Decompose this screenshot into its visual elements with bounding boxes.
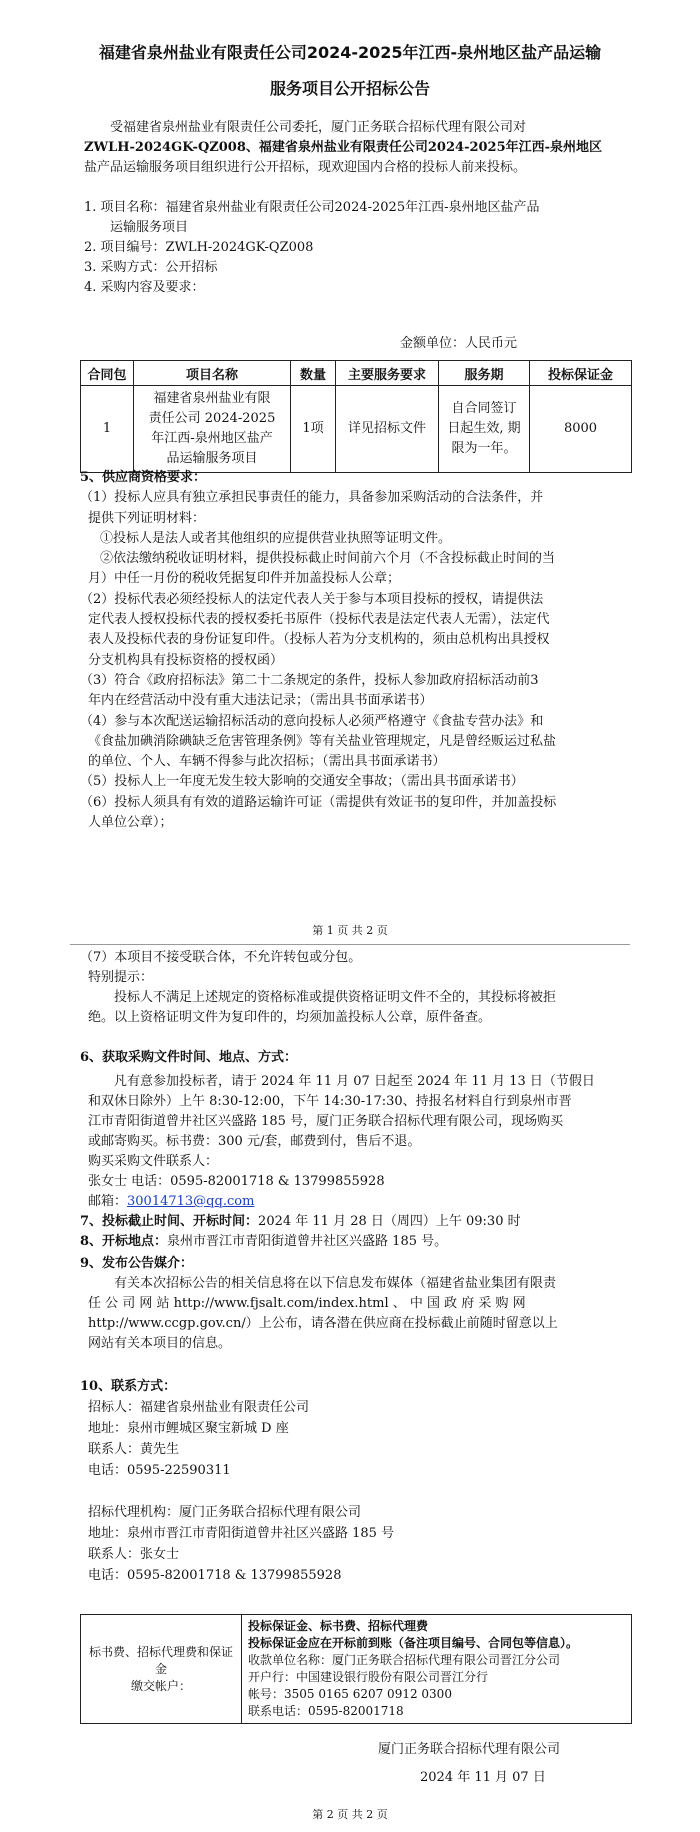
s5-line: （6）投标人须具有有效的道路运输许可证（需提供有效证书的复印件，并加盖投标: [80, 794, 557, 810]
page-number-2: 第 2 页 共 2 页: [312, 1808, 388, 1821]
header-quantity: 数量: [291, 361, 336, 386]
fee-account-table: [80, 1614, 632, 1724]
special-tip-line: 投标人不满足上述规定的资格标准或提供资格证明文件不全的，其投标将被拒: [114, 990, 557, 1005]
special-tip-line: 绝。以上资格证明文件为复印件的，均须加盖投标人公章，原件备查。: [88, 1010, 492, 1025]
agent-line: 招标代理机构：厦门正务联合招标代理有限公司: [88, 1505, 362, 1520]
header-deposit: 投标保证金: [530, 361, 632, 386]
cell-project-name: [134, 386, 291, 473]
item-procurement-method: 3. 采购方式：公开招标: [84, 260, 218, 275]
s5-line: 的单位、个人、车辆不得参与此次招标；（需出具书面承诺书）: [88, 754, 446, 770]
cell-text: 责任公司 2024-2025: [148, 411, 276, 426]
s6-line: 和双休日除外）上午 8:30-12:00，下午 14:30-17:30、持报名材料自行到泉州市晋: [88, 1094, 572, 1109]
s5-line: 年内在经营活动中没有重大违法记录；（需出具书面承诺书）: [88, 693, 433, 709]
signature-org: 厦门正务联合招标代理有限公司: [378, 1742, 561, 1757]
cell-quantity: 1项: [291, 386, 336, 473]
title-line-2: 服务项目公开招标公告: [269, 79, 430, 98]
section-8: [80, 1232, 632, 1252]
s6-line: 凡有意参加投标者，请于 2024 年 11 月 07 日起至 2024 年 11 月 13 日（节假日: [114, 1074, 595, 1089]
s5-line: （4）参与本次配送运输招标活动的意向投标人必须严格遵守《食盐专营办法》和: [80, 713, 544, 729]
s5-line: （1）投标人应具有独立承担民事责任的能力，具备参加采购活动的合法条件，并: [80, 490, 544, 506]
title-line-1: 福建省泉州盐业有限责任公司2024-2025年江西-泉州地区盐产品运输: [98, 43, 602, 62]
email-link[interactable]: 30014713@qq.com: [127, 1194, 255, 1209]
s6-line: 张女士 电话：0595-82001718 & 13799855928: [88, 1174, 385, 1189]
s9-line: 有关本次招标公告的相关信息将在以下信息发布媒体（福建省盐业集团有限责: [114, 1276, 557, 1291]
s5-line-7: （7）本项目不接受联合体，不允许转包或分包。: [80, 950, 362, 965]
section-8-label: 8、开标地点：: [80, 1234, 168, 1249]
s5-line: ①投标人是法人或者其他组织的应提供营业执照等证明文件。: [100, 530, 452, 546]
cell-text: 年江西-泉州地区盐产: [151, 431, 273, 446]
s5-line: （2）投标代表必须经投标人的法定代表人关于参与本项目投标的授权，请提供法: [80, 591, 544, 607]
table-row: [81, 1615, 632, 1724]
agent-line: 电话：0595-82001718 & 13799855928: [88, 1568, 342, 1583]
intro-line: ZWLH-2024GK-QZ008、福建省泉州盐业有限责任公司2024-2025年江西-泉州地区: [84, 140, 603, 155]
email-label: 邮箱：: [88, 1194, 128, 1209]
currency-unit: 金额单位：人民币元: [400, 336, 518, 351]
section-6: [80, 1048, 632, 1212]
section-9-heading: 9、发布公告媒介：: [80, 1256, 194, 1271]
section-7-value: 2024 年 11 月 28 日（周四）上午 09:30 时: [258, 1214, 521, 1229]
cell-text: 限为一年。: [451, 441, 517, 456]
item-procurement-content: 4. 采购内容及要求：: [84, 280, 205, 295]
cell-text: 品运输服务项目: [166, 451, 258, 466]
s5-line: 表人及投标代表的身份证复印件。（投标人若为分支机构的，须由总机构出具授权: [88, 632, 550, 648]
s5-line: （3）符合《政府招标法》第二十二条规定的条件，投标人参加政府招标活动前3: [80, 672, 539, 688]
s6-line: 江市青阳街道曾井社区兴盛路 185 号，厦门正务联合招标代理有限公司，现场购买: [88, 1114, 564, 1129]
section-6-heading: 6、获取采购文件时间、地点、方式：: [80, 1050, 298, 1065]
item-project-number: 2. 项目编号：ZWLH-2024GK-QZ008: [84, 240, 314, 255]
procurement-table: [80, 360, 632, 473]
section-5-heading: 5、供应商资格要求：: [80, 470, 207, 485]
section-10-heading: 10、联系方式：: [80, 1379, 177, 1394]
fee-line: 联系电话：0595-82001718: [248, 1704, 404, 1718]
agent-line: 地址：泉州市晋江市青阳街道曾井社区兴盛路 185 号: [88, 1526, 395, 1541]
section-5: [80, 468, 632, 833]
fee-detail-cell: [242, 1615, 632, 1724]
table-header-row: [81, 361, 632, 386]
s5-line: ②依法缴纳税收证明材料，提供投标截止时间前六个月（不含投标截止时间的当: [100, 551, 556, 567]
buyer-line: 地址：泉州市鲤城区聚宝新城 D 座: [88, 1421, 289, 1436]
section-7: [80, 1212, 632, 1232]
s9-line: http://www.ccgp.gov.cn/）上公布，请各潜在供应商在投标截止前随时留意以上: [88, 1316, 558, 1331]
section-7-label: 7、投标截止时间、开标时间：: [80, 1214, 259, 1229]
item-list: [84, 198, 624, 298]
signature-date: 2024 年 11 月 07 日: [420, 1770, 546, 1785]
fee-bold-line: 投标保证金应在开标前到账（备注项目编号、合同包等信息）。: [248, 1636, 579, 1650]
s6-line: 购买采购文件联系人：: [88, 1154, 219, 1169]
intro-paragraph: [84, 118, 624, 178]
fee-label: 标书费、招标代理费和保证金: [88, 1644, 233, 1676]
item-project-name-cont: 运输服务项目: [110, 220, 189, 235]
s5-line: 定代表人授权投标代表的授权委托书原件（投标代表是法定代表人无需），法定代: [88, 612, 550, 628]
section-5-cont: [80, 948, 632, 1028]
s5-line: 提供下列证明材料：: [88, 510, 206, 526]
header-project-name: 项目名称: [134, 361, 291, 386]
cell-text: 福建省泉州盐业有限: [153, 391, 271, 406]
s5-line: 《食盐加碘消除碘缺乏危害管理条例》等有关盐业管理规定，凡是曾经贩运过私盐: [88, 733, 557, 749]
fee-label: 缴交帐户：: [130, 1678, 191, 1693]
cell-requirements: 详见招标文件: [336, 386, 439, 473]
intro-line: 盐产品运输服务项目组织进行公开招标，现欢迎国内合格的投标人前来投标。: [84, 160, 527, 175]
buyer-line: 联系人：黄先生: [88, 1442, 180, 1457]
s6-line: 或邮寄购买。标书费：300 元/套，邮费到付，售后不退。: [88, 1134, 421, 1149]
s5-line: （5）投标人上一年度无发生较大影响的交通安全事故；（需出具书面承诺书）: [80, 774, 524, 790]
buyer-line: 电话：0595-22590311: [88, 1463, 231, 1478]
cell-text: 日起生效, 期: [447, 421, 521, 436]
cell-service-period: [439, 386, 530, 473]
header-service-period: 服务期: [439, 361, 530, 386]
header-package: 合同包: [81, 361, 134, 386]
cell-text: 自合同签订: [451, 401, 517, 416]
buyer-line: 招标人：福建省泉州盐业有限责任公司: [88, 1400, 310, 1415]
fee-line: 帐号：3505 0165 6207 0912 0300: [248, 1687, 452, 1701]
cell-package: 1: [81, 386, 134, 473]
agent-line: 联系人：张女士: [88, 1547, 180, 1562]
page-number-1: 第 1 页 共 2 页: [312, 924, 388, 937]
fee-bold-line: 投标保证金、标书费、招标代理费: [248, 1619, 429, 1633]
item-project-name: 1. 项目名称：福建省泉州盐业有限责任公司2024-2025年江西-泉州地区盐产品: [84, 200, 540, 215]
page-divider: [70, 944, 630, 945]
s5-line: 月）中任一月份的税收凭据复印件并加盖投标人公章；: [88, 571, 401, 587]
section-10: [80, 1376, 632, 1586]
intro-line: 受福建省泉州盐业有限责任公司委托，厦门正务联合招标代理有限公司对: [110, 120, 527, 135]
fee-label-cell: [81, 1615, 242, 1724]
header-requirements: 主要服务要求: [336, 361, 439, 386]
s9-line: 网站有关本项目的信息。: [88, 1336, 232, 1351]
special-tip-heading: 特别提示：: [88, 970, 154, 985]
cell-deposit: 8000: [530, 386, 632, 473]
s6-email-line: [80, 1192, 632, 1212]
fee-line: 收款单位名称：厦门正务联合招标代理有限公司晋江分公司: [248, 1653, 561, 1667]
table-row: [81, 386, 632, 473]
section-9: [80, 1254, 632, 1354]
fee-line: 开户行：中国建设银行股份有限公司晋江分行: [248, 1670, 489, 1684]
section-7-8: [80, 1212, 632, 1252]
s5-line: 分支机构具有投标资格的授权函）: [88, 652, 284, 668]
s9-line: 任 公 司 网 站 http://www.fjsalt.com/index.html 、 中 国 政 府 采 购 网: [88, 1296, 526, 1311]
s5-line: 人单位公章）；: [88, 815, 173, 831]
section-8-value: 泉州市晋江市青阳街道曾井社区兴盛路 185 号。: [167, 1234, 448, 1249]
